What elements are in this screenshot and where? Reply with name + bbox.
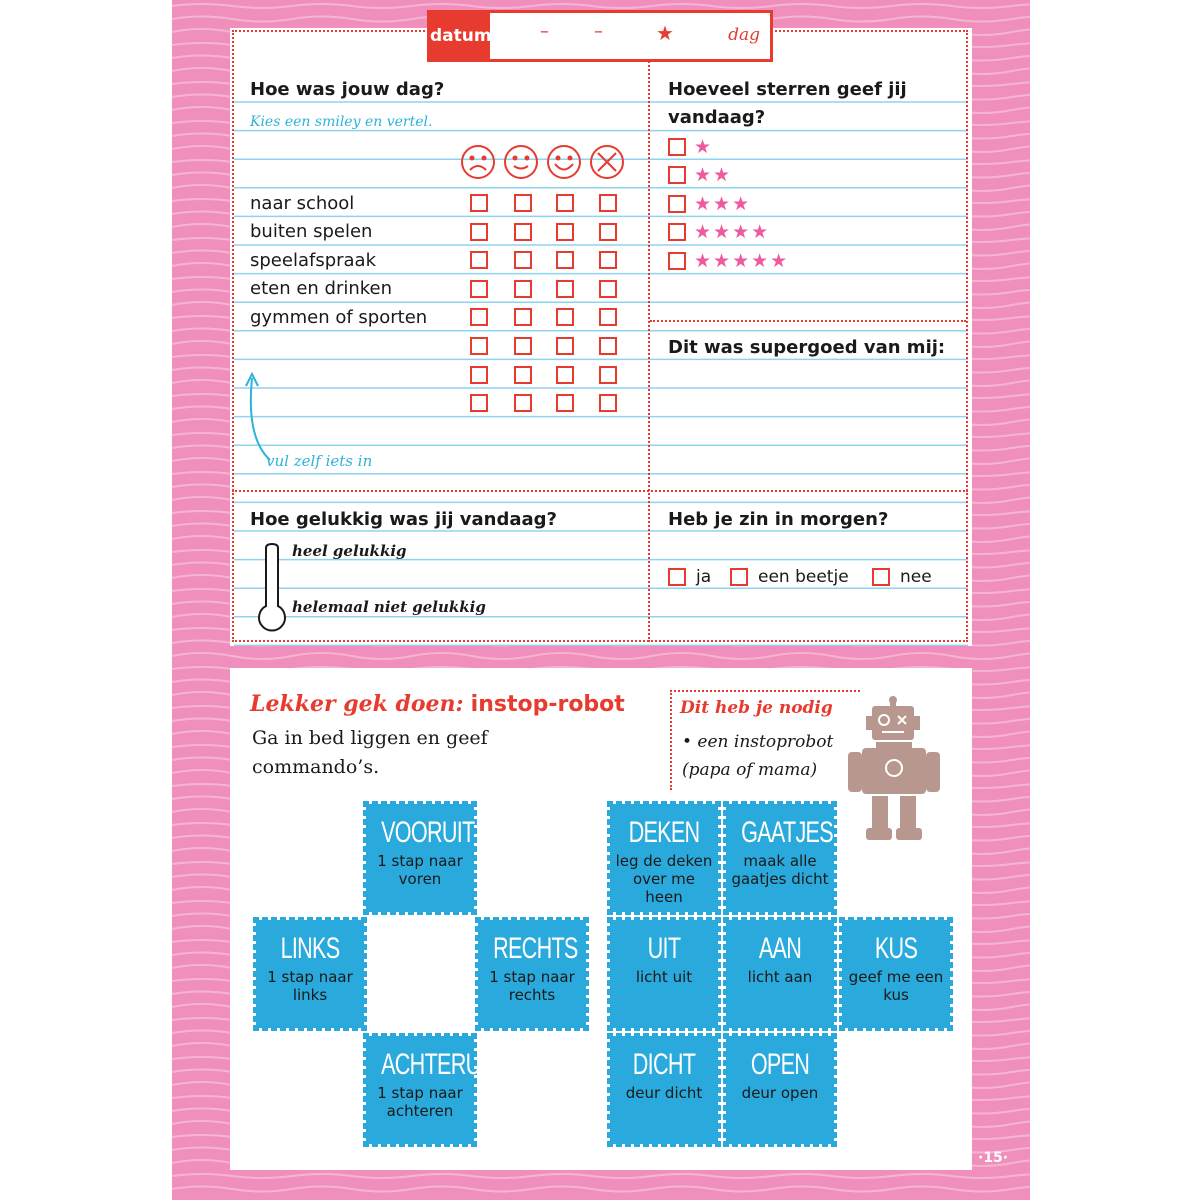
activity-name: instop-robot xyxy=(470,692,625,717)
happy-face-icon xyxy=(548,146,580,178)
day-question: Hoe was jouw dag? xyxy=(250,79,445,100)
tile-title: VOORUIT xyxy=(381,816,475,849)
smiley-checkbox[interactable] xyxy=(556,337,574,355)
command-tile-links xyxy=(256,920,364,1028)
command-tile-uit xyxy=(610,920,718,1028)
tile-title: UIT xyxy=(647,932,681,965)
stars-4-checkbox[interactable] xyxy=(668,223,686,241)
activity-card xyxy=(230,668,972,1170)
proud-question: Dit was supergoed van mij: xyxy=(668,337,946,358)
page-number: ·15· xyxy=(978,1150,1009,1166)
tile-title: RECHTS xyxy=(493,932,578,965)
tomorrow-no-checkbox[interactable] xyxy=(872,568,890,586)
smiley-checkbox[interactable] xyxy=(514,223,532,241)
smiley-checkbox[interactable] xyxy=(470,366,488,384)
smiley-checkbox[interactable] xyxy=(556,280,574,298)
row-label-eating: eten en drinken xyxy=(250,278,393,299)
thermometer-icon xyxy=(254,542,290,636)
smiley-checkbox[interactable] xyxy=(470,251,488,269)
tomorrow-no-label: nee xyxy=(900,567,932,587)
smiley-checkbox[interactable] xyxy=(470,308,488,326)
smiley-checkbox[interactable] xyxy=(514,194,532,212)
date-field[interactable] xyxy=(427,10,773,62)
tile-description: maak alle gaatjes dicht xyxy=(731,852,829,888)
tile-description: licht uit xyxy=(635,968,693,986)
smiley-checkbox[interactable] xyxy=(514,337,532,355)
smiley-checkbox[interactable] xyxy=(470,223,488,241)
date-star-icon: ★ xyxy=(656,21,674,45)
needs-item: • een instoprobot (papa of mama) xyxy=(682,732,834,780)
tile-title: DICHT xyxy=(632,1048,696,1081)
smiley-header xyxy=(458,144,628,180)
day-label: dag xyxy=(728,25,760,45)
smiley-checkbox[interactable] xyxy=(514,394,532,412)
smiley-checkbox[interactable] xyxy=(599,394,617,412)
tile-title: AAN xyxy=(758,932,802,965)
smiley-checkbox[interactable] xyxy=(514,366,532,384)
tile-description: 1 stap naar voren xyxy=(377,852,463,888)
smiley-checkbox[interactable] xyxy=(556,394,574,412)
stars-1-label: ★ xyxy=(694,136,714,158)
tomorrow-question: Heb je zin in morgen? xyxy=(668,509,889,530)
tile-title: GAATJES xyxy=(741,816,833,849)
tile-title: DEKEN xyxy=(628,816,700,849)
needs-border-top xyxy=(670,690,860,692)
command-tile-vooruit xyxy=(366,804,474,912)
stars-4-label: ★★★★ xyxy=(694,221,771,243)
smiley-checkbox[interactable] xyxy=(514,251,532,269)
smiley-checkbox[interactable] xyxy=(556,223,574,241)
activity-description: Ga in bed liggen en geef commando’s. xyxy=(252,727,488,778)
tile-description: 1 stap naar rechts xyxy=(489,968,575,1004)
stars-5-checkbox[interactable] xyxy=(668,252,686,270)
needs-box xyxy=(670,690,860,790)
tile-description: 1 stap naar links xyxy=(267,968,353,1004)
row-label-school: naar school xyxy=(250,193,355,214)
date-label: datum xyxy=(430,13,490,59)
smiley-checkbox[interactable] xyxy=(599,251,617,269)
tile-description: leg de deken over me heen xyxy=(615,852,713,906)
tomorrow-bit-label: een beetje xyxy=(758,567,849,587)
tile-description: 1 stap naar achteren xyxy=(377,1084,463,1120)
frame-left-border xyxy=(232,30,234,642)
frame-row-divider xyxy=(232,490,968,492)
smiley-checkbox[interactable] xyxy=(556,366,574,384)
very-happy-label: heel gelukkig xyxy=(292,542,407,560)
smiley-checkbox[interactable] xyxy=(599,366,617,384)
row-label-sports: gymmen of sporten xyxy=(250,307,428,328)
smiley-checkbox[interactable] xyxy=(599,223,617,241)
journal-card xyxy=(230,28,972,646)
command-tile-kus xyxy=(842,920,950,1028)
frame-bottom-border xyxy=(232,640,968,642)
frame-middle-divider xyxy=(648,30,650,642)
needs-border-left xyxy=(670,690,672,790)
needs-title: Dit heb je nodig xyxy=(680,698,833,718)
tile-description: geef me een kus xyxy=(848,968,944,1004)
smiley-checkbox[interactable] xyxy=(556,308,574,326)
stars-question-line1: Hoeveel sterren geef jij xyxy=(668,79,907,100)
smiley-checkbox[interactable] xyxy=(599,337,617,355)
frame-right-border xyxy=(966,30,968,642)
tile-title: ACHTERUIT xyxy=(381,1048,499,1081)
smiley-checkbox[interactable] xyxy=(556,251,574,269)
sad-face-icon xyxy=(462,146,494,178)
stars-1-checkbox[interactable] xyxy=(668,138,686,156)
date-separator: – xyxy=(540,21,549,42)
tomorrow-yes-checkbox[interactable] xyxy=(668,568,686,586)
smile-face-icon xyxy=(505,146,537,178)
command-tile-deken xyxy=(610,804,718,912)
stars-3-label: ★★★ xyxy=(694,193,752,215)
activity-title xyxy=(250,690,625,719)
stars-2-checkbox[interactable] xyxy=(668,166,686,184)
cross-face-icon xyxy=(591,146,623,178)
smiley-checkbox[interactable] xyxy=(470,337,488,355)
stars-2-label: ★★ xyxy=(694,164,733,186)
tomorrow-yes-label: ja xyxy=(696,567,712,587)
tile-description: deur dicht xyxy=(625,1084,703,1102)
date-separator: – xyxy=(594,21,603,42)
happy-question: Hoe gelukkig was jij vandaag? xyxy=(250,509,557,530)
command-tile-aan xyxy=(726,920,834,1028)
tile-description: deur open xyxy=(741,1084,819,1102)
tomorrow-bit-checkbox[interactable] xyxy=(730,568,748,586)
command-tile-achteruit xyxy=(366,1036,499,1144)
page-background xyxy=(172,0,1030,1200)
not-happy-label: helemaal niet gelukkig xyxy=(292,598,486,616)
smiley-checkbox[interactable] xyxy=(514,308,532,326)
smiley-checkbox[interactable] xyxy=(599,194,617,212)
robot-icon xyxy=(846,696,942,844)
smiley-checkbox[interactable] xyxy=(470,194,488,212)
stars-3-checkbox[interactable] xyxy=(668,195,686,213)
tile-description: licht aan xyxy=(747,968,813,986)
command-tile-open xyxy=(726,1036,834,1144)
smiley-hint: Kies een smiley en vertel. xyxy=(250,114,433,130)
row-label-playdate: speelafspraak xyxy=(250,250,377,271)
stars-5-label: ★★★★★ xyxy=(694,250,790,272)
smiley-checkbox[interactable] xyxy=(599,280,617,298)
command-tile-dicht xyxy=(610,1036,718,1144)
tile-title: LINKS xyxy=(280,932,340,965)
tile-title: OPEN xyxy=(750,1048,810,1081)
smiley-checkbox[interactable] xyxy=(556,194,574,212)
smiley-checkbox[interactable] xyxy=(599,308,617,326)
activity-lead: Lekker gek doen: xyxy=(250,691,464,717)
stars-question-line2: vandaag? xyxy=(668,107,766,128)
stars-divider xyxy=(650,320,966,322)
smiley-checkbox[interactable] xyxy=(514,280,532,298)
fill-in-hint: vul zelf iets in xyxy=(266,452,373,470)
tile-title: KUS xyxy=(874,932,918,965)
smiley-checkbox[interactable] xyxy=(470,394,488,412)
command-tile-gaatjes xyxy=(726,804,834,912)
smiley-checkbox[interactable] xyxy=(470,280,488,298)
command-tile-rechts xyxy=(478,920,586,1028)
row-label-outside: buiten spelen xyxy=(250,221,373,242)
